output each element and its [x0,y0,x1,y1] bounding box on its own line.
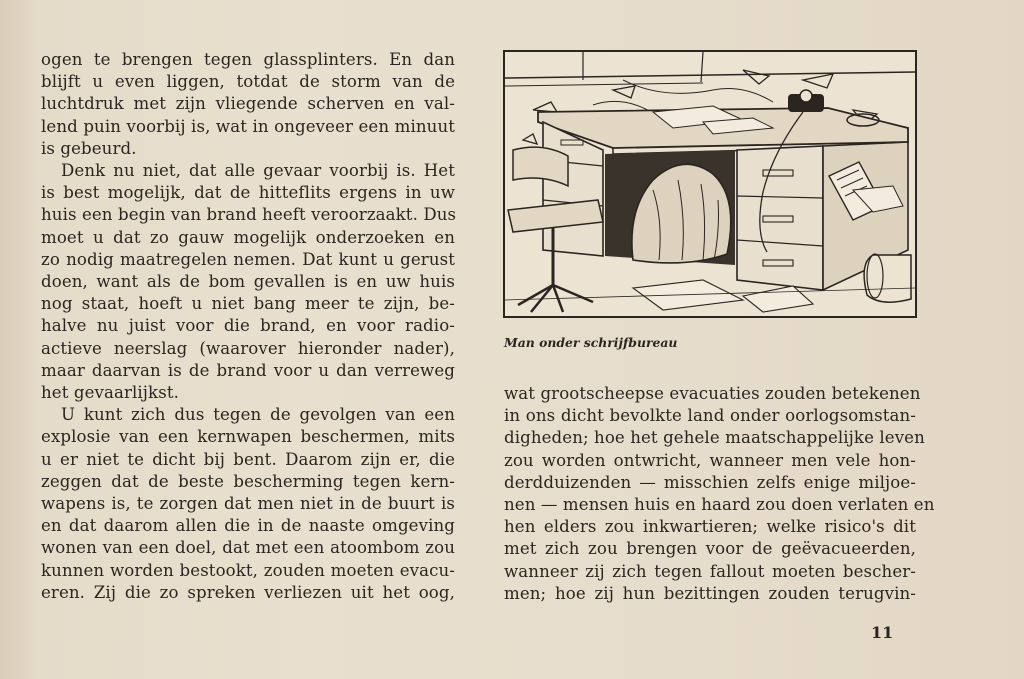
text-line: en dat daarom allen die in de naaste omgeving [41,516,455,536]
text-line: is best mogelijk, dat de hitteflits ergens in uw [41,183,455,203]
text-line: derdduizenden — misschien zelfs enige miljoe- [504,472,916,492]
text-line: wonen van een doel, dat met een atoombom zou [41,538,455,558]
text-line: het gevaarlijkst. [41,383,179,403]
text-line: wanneer zij zich tegen fallout moeten bescher- [504,561,916,581]
illustration-caption: Man onder schrijfbureau [504,335,678,350]
left-text-column [41,49,455,604]
text-line: nen — mensen huis en haard zou doen verlaten en [504,495,935,515]
right-text-column [504,383,935,605]
man-under-desk-drawing [503,50,917,318]
text-line: wat grootscheepse evacuaties zouden betekenen [504,384,921,403]
text-line: nog staat, hoeft u niet bang meer te zijn, be- [41,294,455,314]
text-line: zeggen dat de beste bescherming tegen kern- [41,471,455,491]
desk-illustration [503,50,917,318]
text-line: hen elders zou inkwartieren; welke risico's dit [504,517,916,537]
text-line: wapens is, te zorgen dat men niet in de buurt is [41,494,455,514]
text-line: kunnen worden bestookt, zouden moeten evacu- [41,560,455,580]
text-line: Denk nu niet, dat alle gevaar voorbij is. Het [61,161,455,181]
text-line: actieve neerslag (waarover hieronder nader), [41,338,455,358]
text-line: is gebeurd. [41,138,137,158]
text-line: blijft u even liggen, totdat de storm van de [41,72,455,92]
text-line: men; hoe zij hun bezittingen zouden terugvin- [504,583,916,603]
text-line: explosie van een kernwapen beschermen, mits [41,427,455,447]
text-line: maar daarvan is de brand voor u dan verreweg [41,360,455,380]
page-number: 11 [871,623,894,642]
text-line: lend puin voorbij is, wat in ongeveer een minuut [41,116,455,136]
text-line: moet u dat zo gauw mogelijk onderzoeken en [41,227,455,247]
text-line: doen, want als de bom gevallen is en uw huis [41,272,455,292]
text-line: eren. Zij die zo spreken verliezen uit het oog, [41,582,455,602]
text-line: zou worden ontwricht, wanneer men vele hon- [504,450,916,470]
text-line: ogen te brengen tegen glassplinters. En dan [41,50,455,69]
text-line: zo nodig maatregelen nemen. Dat kunt u gerust [41,249,455,269]
text-line: U kunt zich dus tegen de gevolgen van een [61,405,455,425]
text-line: met zich zou brengen voor de geëvacueerden, [504,539,916,559]
text-line: u er niet te dicht bij bent. Daarom zijn er, die [41,449,455,469]
text-line: digheden; hoe het gehele maatschappelijke leven [504,428,925,448]
text-line: in ons dicht bevolkte land onder oorlogsomstan- [504,406,916,426]
text-line: luchtdruk met zijn vliegende scherven en val- [41,94,455,114]
text-line: huis een begin van brand heeft veroorzaakt. Dus [41,205,457,225]
text-line: halve nu juist voor die brand, en voor radio- [41,316,455,336]
